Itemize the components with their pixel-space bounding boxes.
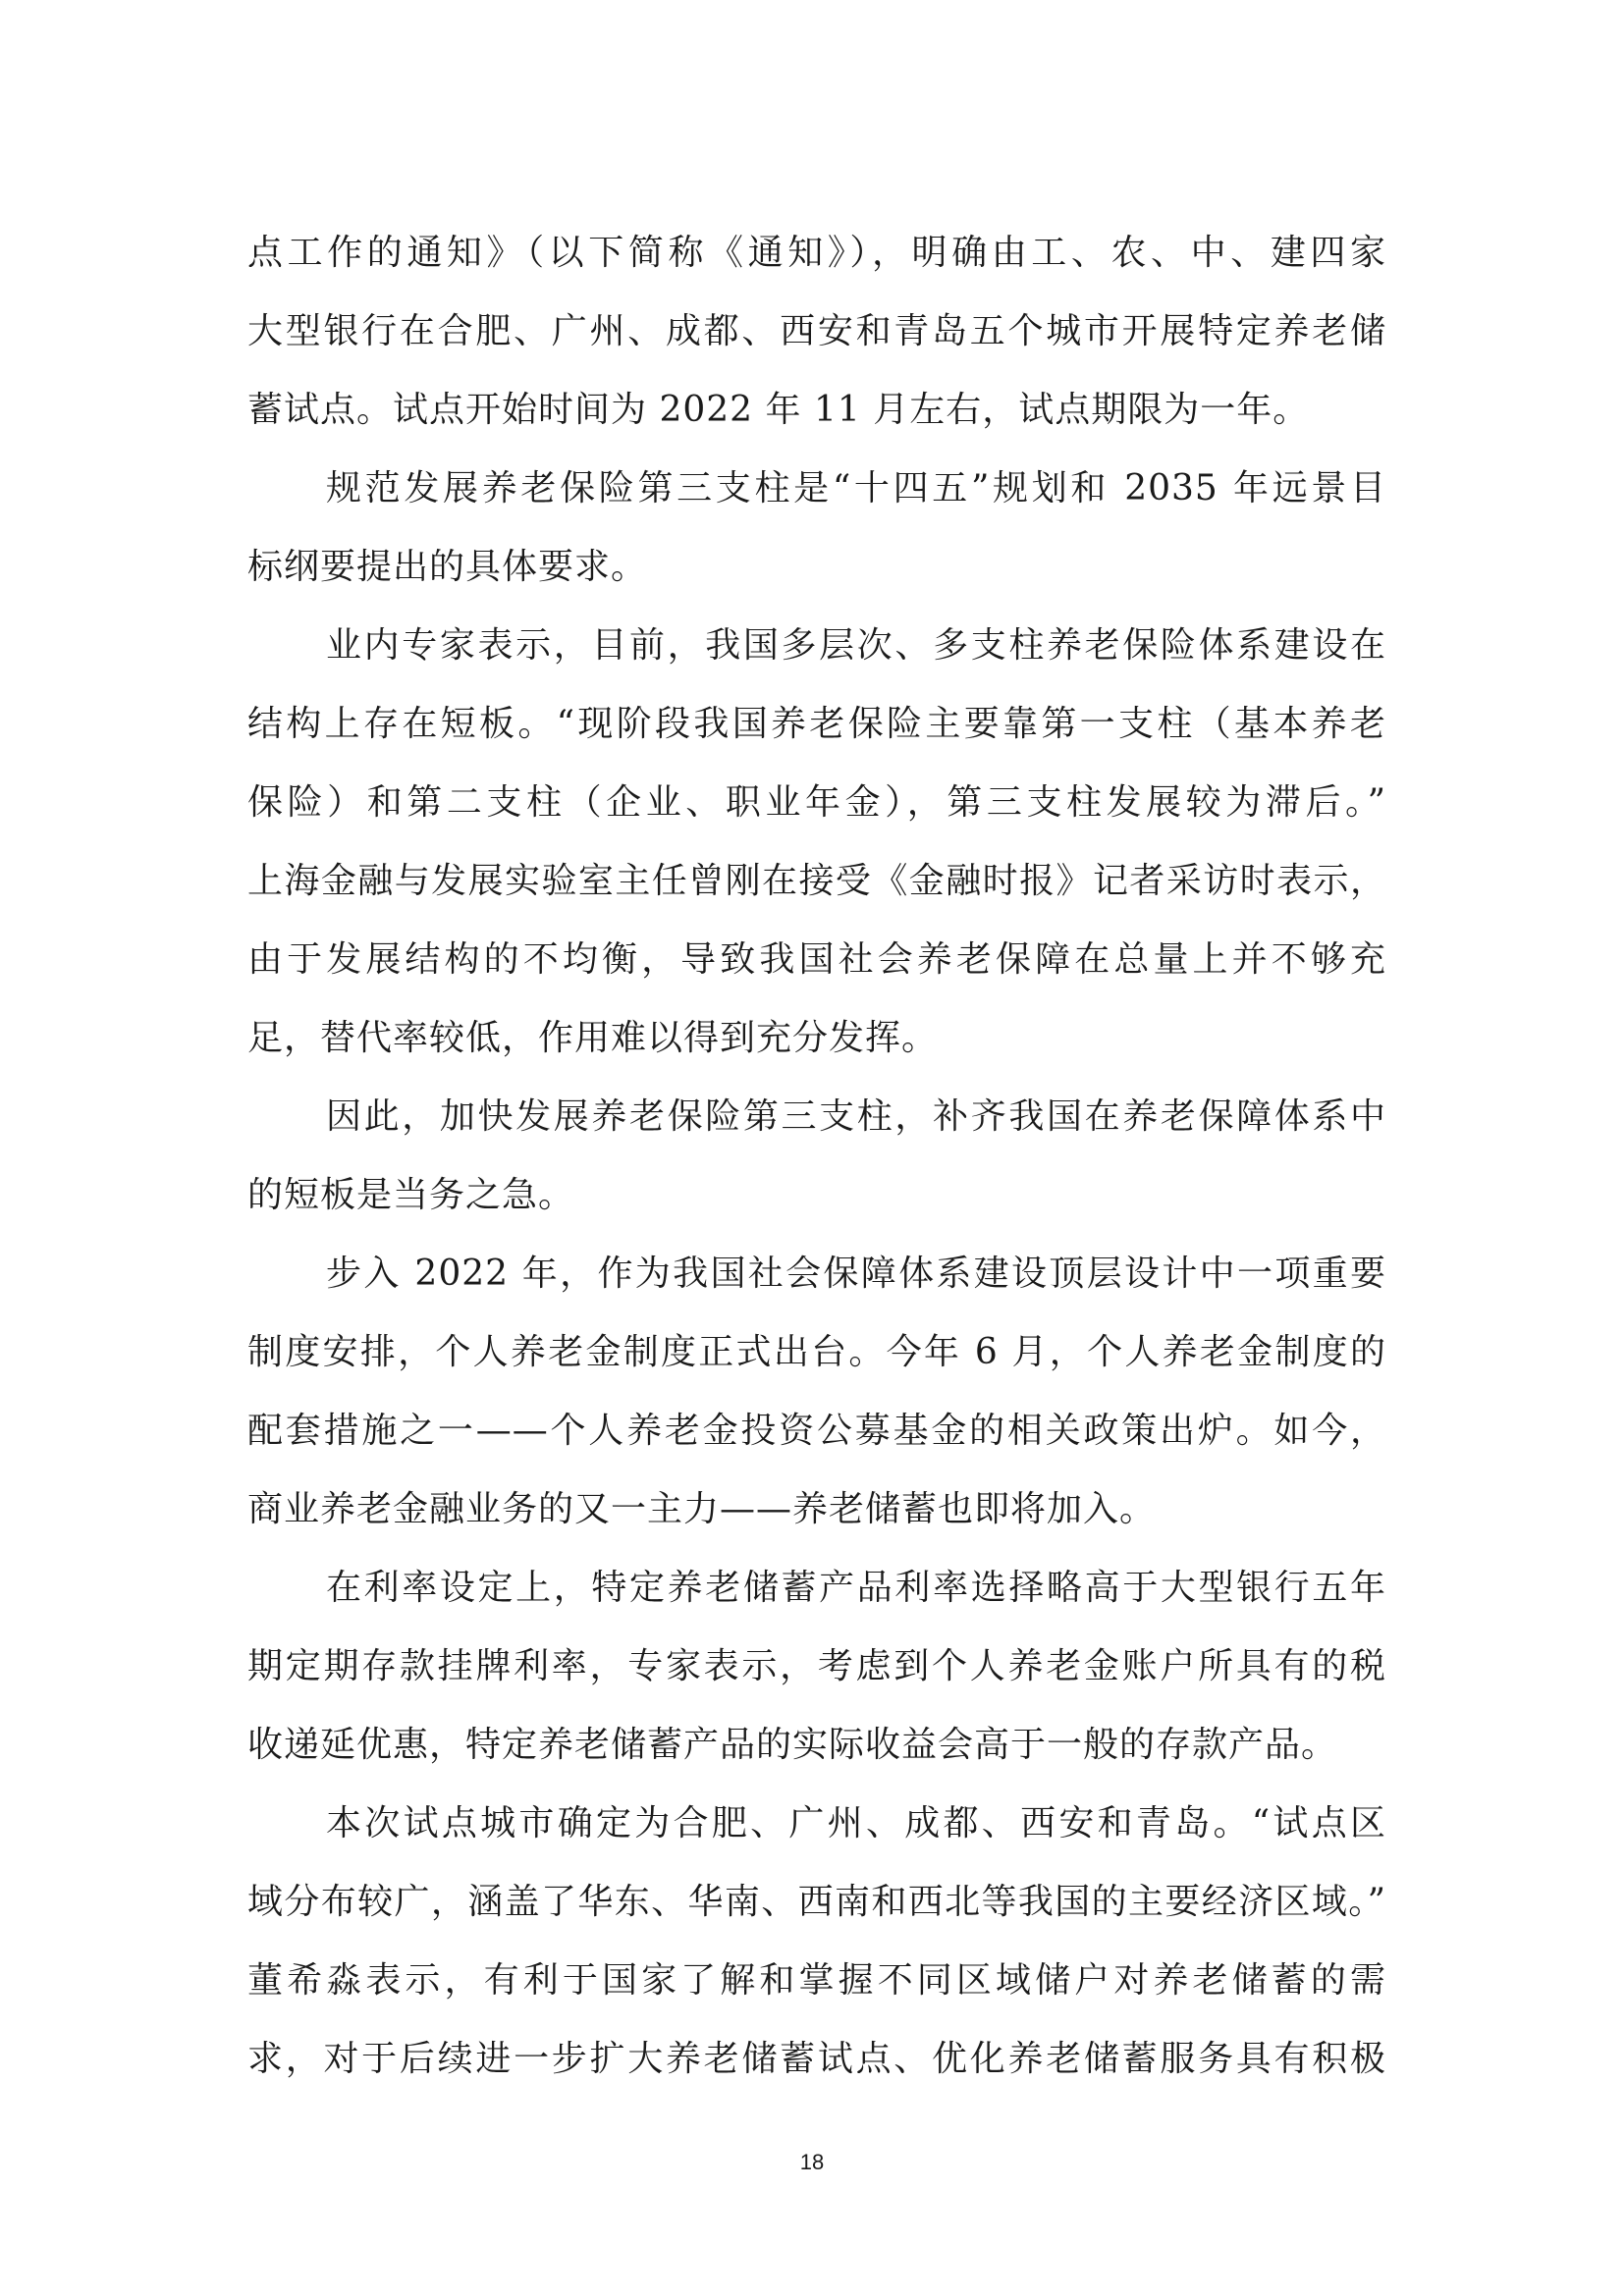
- text-line: 上海金融与发展实验室主任曾刚在接受《金融时报》记者采访时表示，: [247, 861, 1386, 901]
- paragraph-first-line: 在利率设定上，特定养老储蓄产品利率选择略高于大型银行五年: [326, 1568, 1386, 1608]
- text-line: 结构上存在短板。“现阶段我国养老保险主要靠第一支柱（基本养老: [247, 704, 1386, 744]
- text-line: 期定期存款挂牌利率，专家表示，考虑到个人养老金账户所具有的税: [247, 1646, 1386, 1686]
- text-line: 点工作的通知》（以下简称《通知》），明确由工、农、中、建四家: [247, 233, 1386, 273]
- text-line: 配套措施之一——个人养老金投资公募基金的相关政策出炉。如今，: [247, 1411, 1386, 1451]
- text-line: 制度安排，个人养老金制度正式出台。今年 6 月，个人养老金制度的: [247, 1332, 1386, 1372]
- paragraph-first-line: 本次试点城市确定为合肥、广州、成都、西安和青岛。“试点区: [326, 1803, 1386, 1843]
- text-line: 的短板是当务之急。: [247, 1175, 575, 1215]
- paragraph-first-line: 规范发展养老保险第三支柱是“十四五”规划和 2035 年远景目: [326, 468, 1386, 508]
- paragraph-first-line: 因此，加快发展养老保险第三支柱，补齐我国在养老保障体系中: [326, 1096, 1386, 1137]
- text-line: 大型银行在合肥、广州、成都、西安和青岛五个城市开展特定养老储: [247, 311, 1386, 351]
- text-line: 董希淼表示，有利于国家了解和掌握不同区域储户对养老储蓄的需: [247, 1960, 1386, 2001]
- text-line: 保险）和第二支柱（企业、职业年金），第三支柱发展较为滞后。”: [247, 782, 1386, 823]
- text-line: 足，替代率较低，作用难以得到充分发挥。: [247, 1018, 939, 1058]
- paragraph-first-line: 业内专家表示，目前，我国多层次、多支柱养老保险体系建设在: [326, 625, 1386, 666]
- text-line: 域分布较广，涵盖了华东、华南、西南和西北等我国的主要经济区域。”: [247, 1882, 1386, 1922]
- page-number: 18: [799, 2150, 825, 2174]
- paragraph-first-line: 步入 2022 年，作为我国社会保障体系建设顶层设计中一项重要: [326, 1254, 1386, 1294]
- text-line: 由于发展结构的不均衡，导致我国社会养老保障在总量上并不够充: [247, 939, 1386, 980]
- text-line: 标纲要提出的具体要求。: [247, 547, 648, 587]
- text-line: 蓄试点。试点开始时间为 2022 年 11 月左右，试点期限为一年。: [247, 390, 1310, 430]
- text-line: 求，对于后续进一步扩大养老储蓄试点、优化养老储蓄服务具有积极: [247, 2039, 1386, 2079]
- text-line: 收递延优惠，特定养老储蓄产品的实际收益会高于一般的存款产品。: [247, 1725, 1338, 1765]
- body-text: [247, 214, 1386, 2099]
- text-line: 商业养老金融业务的又一主力——养老储蓄也即将加入。: [247, 1489, 1157, 1529]
